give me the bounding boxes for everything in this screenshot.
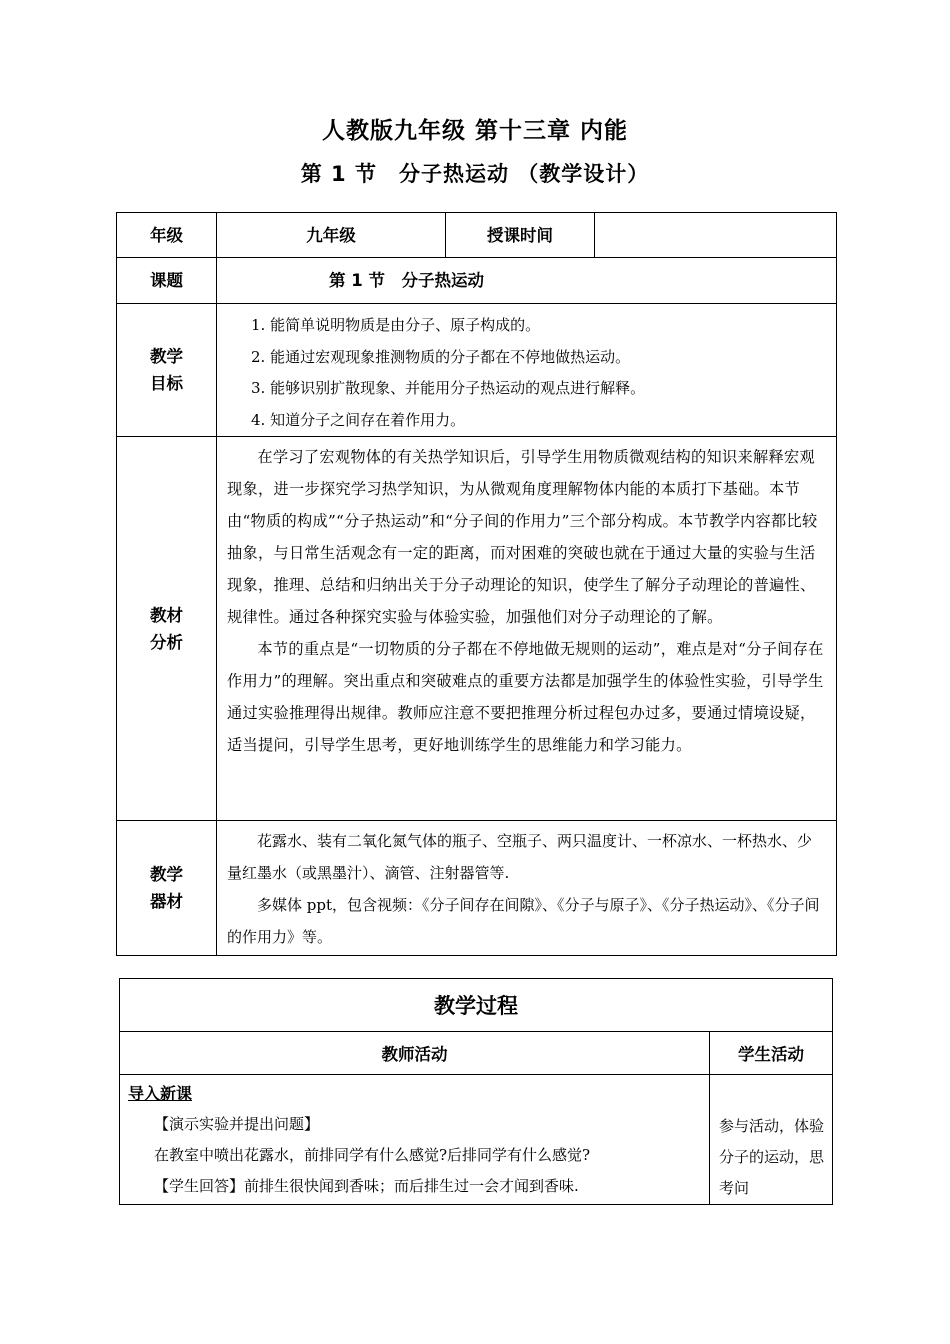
process-title: 教学过程 bbox=[120, 979, 833, 1032]
grade-label: 年级 bbox=[117, 213, 217, 258]
goals-label-line2: 目标 bbox=[150, 374, 183, 393]
process-line: 【学生回答】前排生很快闻到香味；而后排生过一会才闻到香味. bbox=[154, 1177, 579, 1195]
materials-label bbox=[117, 821, 217, 956]
materials-label-line1: 教学 bbox=[150, 865, 183, 884]
time-value bbox=[595, 213, 837, 258]
analysis-body bbox=[217, 437, 837, 821]
goal-item: 3. 能够识别扩散现象、并能用分子热运动的观点进行解释。 bbox=[251, 379, 646, 397]
lesson-info-table bbox=[116, 212, 837, 956]
topic-value: 第 1 节 分子热运动 bbox=[329, 271, 484, 290]
document-subtitle: 第 1 节 分子热运动 （教学设计） bbox=[300, 162, 650, 186]
teacher-activity-header: 教师活动 bbox=[120, 1032, 710, 1075]
teacher-activity-cell bbox=[120, 1075, 710, 1205]
goals-list bbox=[217, 304, 837, 437]
time-label: 授课时间 bbox=[446, 213, 595, 258]
analysis-paragraph: 本节的重点是“一切物质的分子都在不停地做无规则的运动”，难点是对“分子间存在作用力”的理解。突出重点和突破难点的重要方法都是加强学生的体验性实验，引导学生通过实验推理得出规律。教师应注意不要把推理分析过程包办过多，要通过情境设疑，适当提问，引导学生思考，更好地训练学生的思维能力和学习能力。 bbox=[227, 640, 824, 754]
topic-label: 课题 bbox=[117, 258, 217, 304]
materials-paragraph: 多媒体 ppt，包含视频：《分子间存在间隙》、《分子与原子》、《分子热运动》、《分子间的作用力》等。 bbox=[227, 896, 820, 946]
document-title: 人教版九年级 第十三章 内能 bbox=[321, 118, 628, 144]
materials-body bbox=[217, 821, 837, 956]
goals-label-line1: 教学 bbox=[150, 347, 183, 366]
analysis-paragraph: 在学习了宏观物体的有关热学知识后，引导学生用物质微观结构的知识来解释宏观现象，进一步探究学习热学知识，为从微观角度理解物体内能的本质打下基础。本节由“物质的构成”“分子热运动”和“分子间的作用力”三个部分构成。本节教学内容都比较抽象，与日常生活观念有一定的距离，而对困难的突破也就在于通过大量的实验与生活现象，推理、总结和归纳出关于分子动理论的知识，使学生了解分子动理论的普遍性、规律性。通过各种探究实验与体验实验，加强他们对分子动理论的了解。 bbox=[227, 448, 818, 626]
materials-paragraph: 花露水、装有二氧化氮气体的瓶子、空瓶子、两只温度计、一杯凉水、一杯热水、少量红墨水（或黑墨汁）、滴管、注射器管等. bbox=[227, 832, 813, 882]
section-title: 导入新课 bbox=[128, 1084, 193, 1103]
materials-label-line2: 器材 bbox=[150, 892, 183, 911]
teaching-process-table bbox=[119, 978, 833, 1205]
analysis-label bbox=[117, 437, 217, 821]
process-line: 【演示实验并提出问题】 bbox=[154, 1115, 320, 1133]
analysis-label-line2: 分析 bbox=[150, 632, 183, 652]
student-activity-cell: 参与活动，体验分子的运动，思考问 bbox=[710, 1075, 833, 1205]
grade-value: 九年级 bbox=[217, 213, 446, 258]
process-line: 在教室中喷出花露水，前排同学有什么感觉?后排同学有什么感觉? bbox=[154, 1146, 591, 1164]
goal-item: 4. 知道分子之间存在着作用力。 bbox=[251, 410, 466, 429]
student-activity-header: 学生活动 bbox=[710, 1032, 833, 1075]
goal-item: 2. 能通过宏观现象推测物质的分子都在不停地做热运动。 bbox=[251, 347, 631, 366]
analysis-label-line1: 教材 bbox=[150, 605, 183, 625]
goal-item: 1. 能简单说明物质是由分子、原子构成的。 bbox=[251, 316, 541, 334]
goals-label bbox=[117, 304, 217, 437]
